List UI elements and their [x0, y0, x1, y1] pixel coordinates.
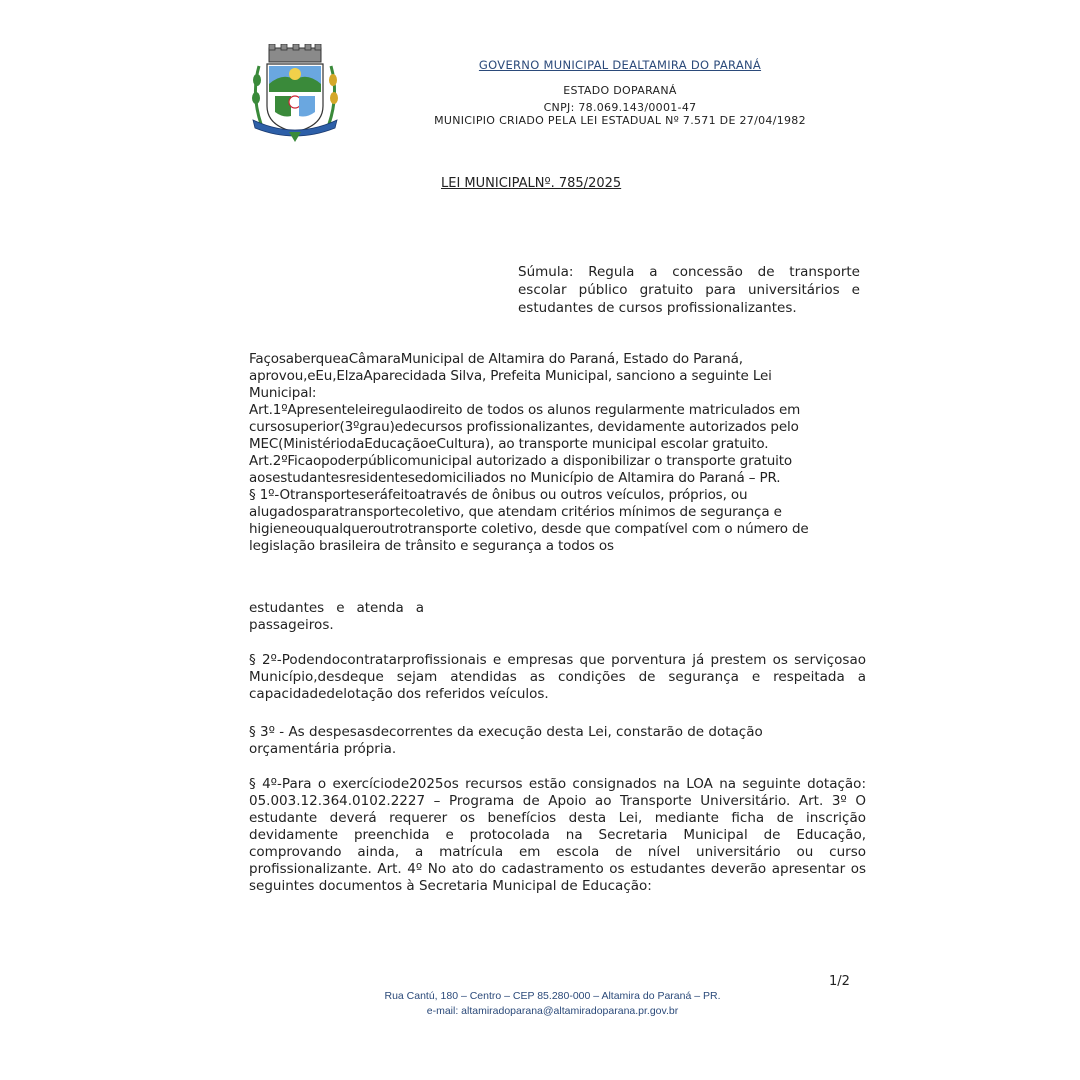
law-title: LEI MUNICIPALNº. 785/2025: [441, 176, 622, 191]
body-line: § 1º-Otransporteseráfeitoatravés de ônibus ou outros veículos, próprios, ou: [249, 487, 748, 503]
cnpj-number: CNPJ: 78.069.143/0001-47: [543, 101, 697, 114]
body-line: FaçosaberqueaCâmaraMunicipal de Altamira do Paraná, Estado do Paraná,: [249, 351, 743, 367]
body-line: aosestudantesresidentesedomiciliados no Município de Altamira do Paraná – PR.: [249, 470, 781, 486]
law-summary: Súmula: Regula a concessão de transporte escolar público gratuito para universitários e estudantes de cursos profissionalizantes.: [518, 264, 860, 316]
state-name: ESTADO DOPARANÁ: [563, 84, 677, 97]
paragraph-4: § 4º-Para o exercíciode2025os recursos estão consignados na LOA na seguinte dotação: 05.003.12.364.0102.2227 – Programa de Apoio ao Transporte Universitário. Art. 3º O estudante deverá requerer os benefícios desta Lei, mediante ficha de inscrição devidamente preenchida e protocolada na Secretaria Municipal de Educação, comprovando ainda, a matrícula em escola de nível universitário ou curso profissionalizante. Art. 4º No ato do cadastramento os estudantes deverão apresentar os seguintes documentos à Secretaria Municipal de Educação:: [249, 776, 866, 894]
municipal-coat-of-arms: [245, 44, 345, 142]
body-line: legislação brasileira de trânsito e segurança a todos os: [249, 538, 614, 554]
body-line: Art.1ºApresenteleiregulaodireito de todos os alunos regularmente matriculados em: [249, 402, 801, 418]
footer-email: e-mail: altamiradoparana@altamiradoparana.pr.gov.br: [426, 1005, 679, 1017]
municipality-creation-law: MUNICIPIO CRIADO PELA LEI ESTADUAL Nº 7.571 DE 27/04/1982: [434, 114, 806, 127]
government-header: GOVERNO MUNICIPAL DEALTAMIRA DO PARANÁ: [478, 58, 762, 72]
paragraph-3: § 3º - As despesasdecorrentes da execução desta Lei, constarão de dotação orçamentária própria.: [249, 724, 763, 757]
page-number: 1/2: [829, 974, 850, 989]
body-line: Art.2ºFicaopoderpúblicomunicipal autorizado a disponibilizar o transporte gratuito: [249, 453, 793, 469]
body-line: alugadosparatransportecoletivo, que atendam critérios mínimos de segurança e: [249, 504, 782, 520]
paragraph-2: § 2º-Podendocontratarprofissionais e empresas que porventura já prestem os serviçosao Município,desdeque sejam atendidas as condições de segurança e respeitada a capacidadedelotação dos referidos veículos.: [249, 652, 866, 702]
body-line: aprovou,eEu,ElzaAparecidada Silva, Prefeita Municipal, sanciono a seguinte Lei: [249, 368, 772, 384]
body-line: Municipal:: [249, 385, 317, 401]
body-line: MEC(MinistériodaEducaçãoeCultura), ao transporte municipal escolar gratuito.: [249, 436, 769, 452]
body-continuation: estudantes e atenda a passageiros.: [249, 600, 424, 633]
footer-address: Rua Cantú, 180 – Centro – CEP 85.280-000 – Altamira do Paraná – PR.: [384, 990, 721, 1002]
law-body-articles: [249, 351, 866, 555]
body-line: higieneouqualqueroutrotransporte coletivo, desde que compatível com o número de: [249, 521, 809, 537]
body-line: cursosuperior(3ºgrau)edecursos profissionalizantes, devidamente autorizados pelo: [249, 419, 799, 435]
